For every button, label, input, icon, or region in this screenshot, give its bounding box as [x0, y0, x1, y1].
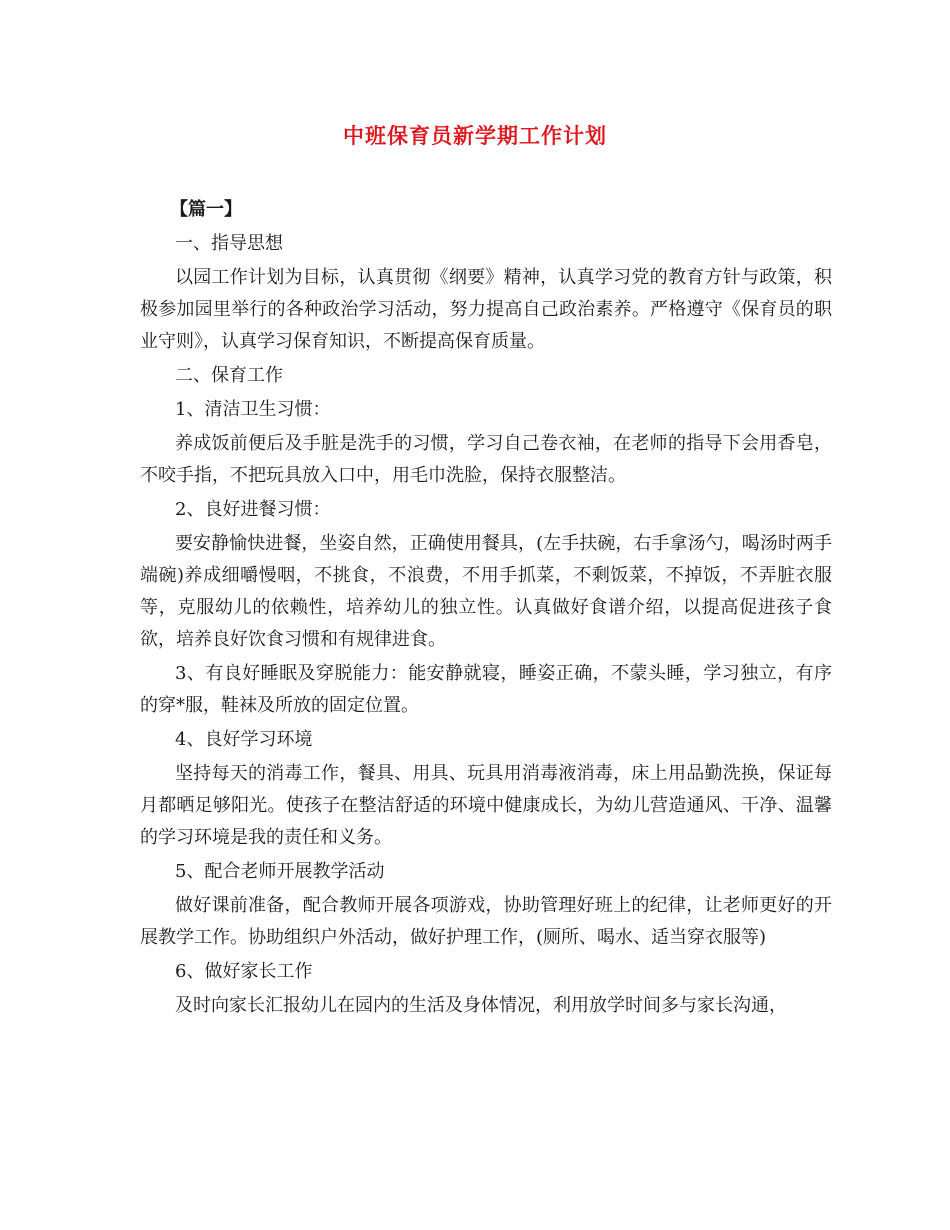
heading-guiding-thought: 一、指导思想	[175, 233, 283, 254]
paragraph-parent-work: 及时向家长汇报幼儿在园内的生活及身体情况，利用放学时间多与家长沟通，	[175, 995, 787, 1016]
paragraph-teaching-support: 做好课前准备，配合教师开展各项游戏，协助管理好班上的纪律，让老师更好的开展教学工作。协助组织户外活动，做好护理工作，(厕所、喝水、适当穿衣服等)	[140, 895, 832, 948]
paragraph-sleep-dressing: 3、有良好睡眠及穿脱能力：能安静就寝，睡姿正确，不蒙头睡，学习独立，有序的穿*服，鞋袜及所放的固定位置。	[140, 663, 832, 716]
paragraph-guiding-thought: 以园工作计划为目标，认真贯彻《纲要》精神，认真学习党的教育方针与政策，积极参加园里举行的各种政治学习活动，努力提高自己政治素养。严格遵守《保育员的职业守则》，认真学习保育知识，不断提高保育质量。	[140, 267, 832, 352]
section-tag: 【篇一】	[170, 199, 242, 220]
heading-hygiene-habits: 1、清洁卫生习惯：	[175, 399, 331, 420]
heading-parent-work: 6、做好家长工作	[175, 961, 313, 982]
paragraph-learning-environment: 坚持每天的消毒工作，餐具、用具、玩具用消毒液消毒，床上用品勤洗换，保证每月都晒足够阳光。使孩子在整洁舒适的环境中健康成长，为幼儿营造通风、干净、温馨的学习环境是我的责任和义务。	[140, 763, 832, 848]
document-body	[140, 194, 832, 1024]
heading-teaching-support: 5、配合老师开展教学活动	[175, 861, 385, 882]
paragraph-hygiene-habits: 养成饭前便后及手脏是洗手的习惯，学习自己卷衣袖，在老师的指导下会用香皂，不咬手指，不把玩具放入口中，用毛巾洗脸，保持衣服整洁。	[140, 433, 832, 486]
heading-eating-habits: 2、良好进餐习惯：	[175, 499, 331, 520]
heading-care-work: 二、保育工作	[175, 365, 283, 386]
heading-learning-environment: 4、良好学习环境	[175, 729, 313, 750]
paragraph-eating-habits: 要安静愉快进餐，坐姿自然，正确使用餐具，(左手扶碗，右手拿汤勺，喝汤时两手端碗)养成细嚼慢咽，不挑食，不浪费，不用手抓菜，不剩饭菜，不掉饭，不弄脏衣服等，克服幼儿的依赖性，培养幼儿的独立性。认真做好食谱介绍，以提高促进孩子食欲，培养良好饮食习惯和有规律进食。	[140, 533, 832, 650]
document-title: 中班保育员新学期工作计划	[343, 123, 607, 148]
